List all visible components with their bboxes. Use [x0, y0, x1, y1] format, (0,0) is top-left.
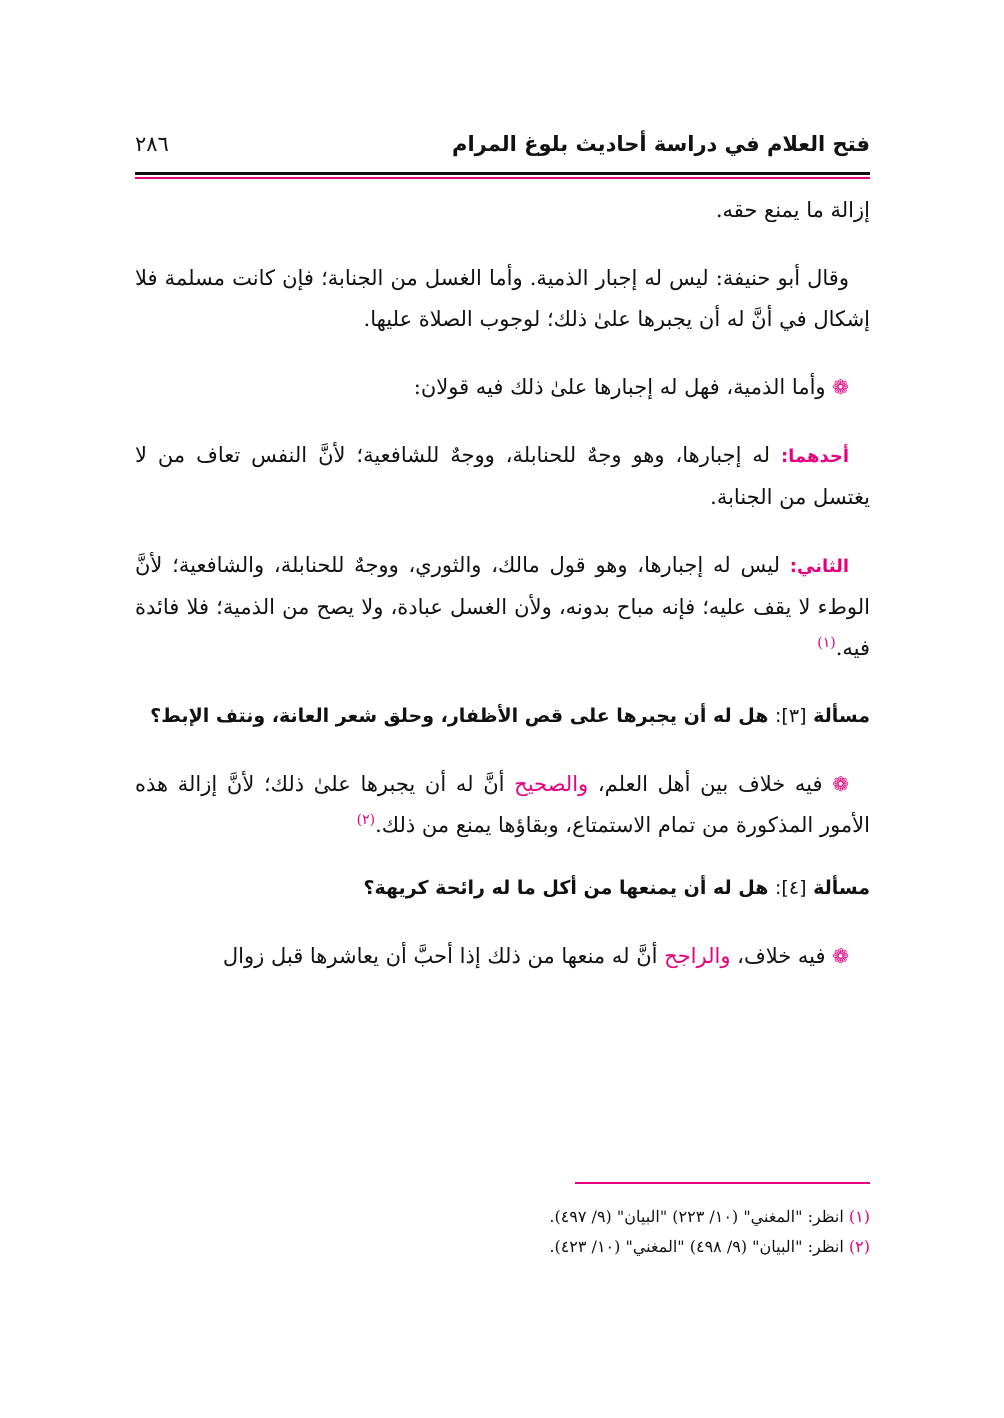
page-body: [135, 190, 870, 977]
rosette-icon: ❁: [832, 944, 849, 968]
footnote: (١) انظر: "المغني" (١٠/ ٢٢٣) "البيان" (٩/ ٤٩٧).: [549, 1207, 870, 1226]
footnote-ref[interactable]: (٢): [356, 812, 376, 828]
paragraph: إزالة ما يمنع حقه.: [715, 198, 870, 222]
footnotes: [135, 1202, 870, 1262]
footnote-separator: [575, 1182, 870, 1184]
running-header: [135, 128, 870, 168]
issue-heading: مسألة [٤]: هل له أن يمنعها من أكل ما له رائحة كريهة؟: [363, 877, 870, 899]
opinion-label: الثاني:: [789, 556, 849, 577]
paragraph: ❁ فيه خلاف، والراجح أنَّ له منعها من ذلك إذا أحبَّ أن يعاشرها قبل زوال: [222, 944, 849, 968]
header-rule: [135, 172, 870, 175]
page-number: ٢٨٦: [135, 132, 169, 156]
paragraph: ❁ وأما الذمية، فهل له إجبارها علىٰ ذلك فيه قولان:: [413, 375, 849, 399]
paragraph: وقال أبو حنيفة: ليس له إجبار الذمية. وأما الغسل من الجنابة؛ فإن كانت مسلمة فلا إشكال في أنَّ له أن يجبرها علىٰ ذلك؛ لوجوب الصلاة عليها.: [135, 266, 870, 331]
rosette-icon: ❁: [832, 375, 849, 399]
paragraph: ❁ فيه خلاف بين أهل العلم، والصحيح أنَّ له أن يجبرها علىٰ ذلك؛ لأنَّ إزالة هذه الأمور المذكورة من تمام الاستمتاع، وبقاؤها يمنع من ذلك.$^{(٢)}$: [135, 772, 870, 837]
opinion-label: أحدهما:: [780, 446, 849, 467]
book-title: فتح العلام في دراسة أحاديث بلوغ المرام: [452, 132, 870, 156]
header-accent-rule: [135, 177, 870, 179]
issue-heading: مسألة [٣]: هل له أن يجبرها على قص الأظفار، وحلق شعر العانة، ونتف الإبط؟: [150, 705, 870, 727]
book-page: [135, 0, 870, 1418]
paragraph: أحدهما: له إجبارها، وهو وجهٌ للحنابلة، ووجهٌ للشافعية؛ لأنَّ النفس تعاف من لا يغتسل من الجنابة.: [135, 443, 870, 509]
footnote: (٢) انظر: "البيان" (٩/ ٤٩٨) "المغني" (١٠/ ٤٢٣).: [549, 1237, 870, 1256]
rosette-icon: ❁: [832, 772, 849, 796]
paragraph: الثاني: ليس له إجبارها، وهو قول مالك، والثوري، ووجهٌ للحنابلة، والشافعية؛ لأنَّ الوطء لا يقف عليه؛ فإنه مباح بدونه، ولأن الغسل عبادة، ولا يصح من الذمية؛ فلا فائدة فيه.$^{(١)}$: [135, 553, 870, 660]
footnote-ref[interactable]: (١): [817, 635, 836, 651]
